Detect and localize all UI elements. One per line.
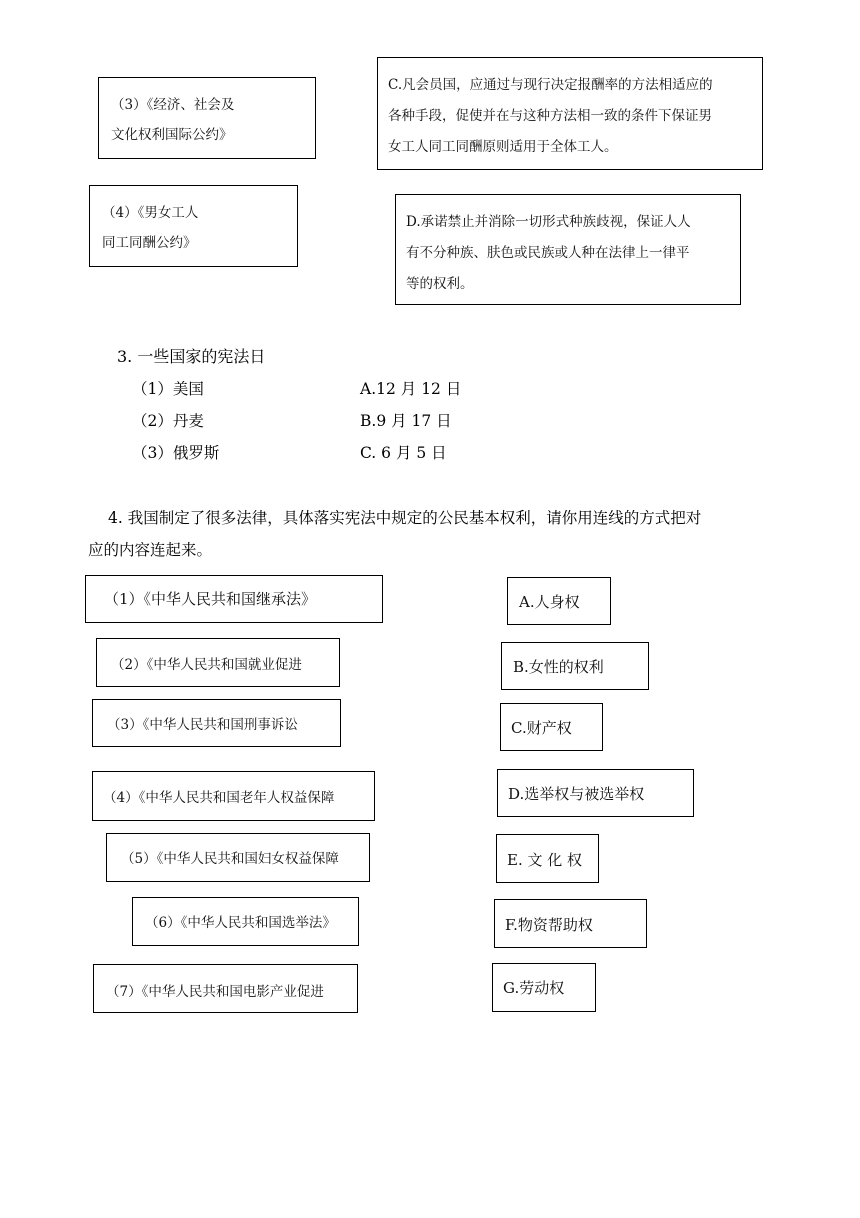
law-label-5: （5）《中华人民共和国妇女权益保障 — [121, 851, 339, 867]
right-label-f: F.物资帮助权 — [505, 916, 593, 934]
convention-box-3 — [98, 77, 316, 159]
convention-3-line-2: 文化权利国际公约》 — [111, 127, 233, 143]
right-label-d: D.选举权与被选举权 — [508, 785, 645, 803]
right-label-a: A.人身权 — [519, 593, 580, 611]
law-box-2[interactable] — [96, 638, 340, 687]
right-label-b: B.女性的权利 — [513, 658, 604, 676]
right-box-e[interactable] — [496, 834, 599, 883]
right-box-a[interactable] — [507, 577, 611, 625]
q3-country-3: （3）俄罗斯 — [132, 444, 220, 462]
right-label-e: E. 文 化 权 — [507, 851, 583, 869]
law-label-7: （7）《中华人民共和国电影产业促进 — [106, 984, 324, 1000]
right-box-b[interactable] — [501, 642, 649, 690]
q3-title: 3. 一些国家的宪法日 — [117, 347, 266, 366]
law-box-7[interactable] — [93, 964, 358, 1013]
law-label-1: （1）《中华人民共和国继承法》 — [104, 590, 317, 608]
law-label-4: （4）《中华人民共和国老年人权益保障 — [103, 790, 335, 806]
right-box-c[interactable] — [500, 703, 603, 751]
law-label-3: （3）《中华人民共和国刑事诉讼 — [107, 717, 298, 733]
option-d-line-1: D.承诺禁止并消除一切形式种族歧视，保证人人 — [406, 214, 691, 230]
q3-country-2: （2）丹麦 — [132, 412, 204, 430]
convention-3-line-1: （3）《经济、社会及 — [111, 97, 235, 113]
right-box-g[interactable] — [492, 963, 596, 1012]
right-label-c: C.财产权 — [511, 719, 572, 737]
option-c-line-2: 各种手段，促使并在与这种方法相一致的条件下保证男 — [388, 108, 712, 124]
law-box-1[interactable] — [85, 575, 383, 623]
convention-4-line-1: （4）《男女工人 — [102, 205, 199, 221]
q3-date-b: B.9 月 17 日 — [360, 412, 452, 430]
convention-4-line-2: 同工同酬公约》 — [102, 235, 197, 251]
right-box-f[interactable] — [494, 899, 647, 948]
q3-country-1: （1）美国 — [132, 380, 204, 398]
law-label-2: （2）《中华人民共和国就业促进 — [111, 657, 302, 673]
q4-title-line-2: 应的内容连起来。 — [88, 541, 213, 559]
option-d-line-3: 等的权利。 — [406, 276, 474, 292]
option-c-line-1: C.凡会员国，应通过与现行决定报酬率的方法相适应的 — [388, 77, 713, 93]
q3-date-a: A.12 月 12 日 — [360, 380, 462, 398]
q3-date-c: C. 6 月 5 日 — [360, 444, 447, 462]
option-c-line-3: 女工人同工同酬原则适用于全体工人。 — [388, 139, 618, 155]
option-box-c — [377, 57, 763, 170]
option-d-line-2: 有不分种族、肤色或民族或人种在法律上一律平 — [406, 245, 690, 261]
right-box-d[interactable] — [497, 769, 694, 817]
law-label-6: （6）《中华人民共和国选举法》 — [145, 915, 336, 931]
law-box-6[interactable] — [132, 897, 359, 946]
law-box-5[interactable] — [106, 833, 370, 882]
law-box-4[interactable] — [92, 771, 375, 821]
right-label-g: G.劳动权 — [503, 979, 565, 997]
law-box-3[interactable] — [92, 699, 341, 747]
convention-box-4 — [89, 185, 298, 267]
q4-title-line-1: 4. 我国制定了很多法律，具体落实宪法中规定的公民基本权利，请你用连线的方式把对 — [108, 509, 702, 527]
option-box-d — [395, 194, 741, 305]
